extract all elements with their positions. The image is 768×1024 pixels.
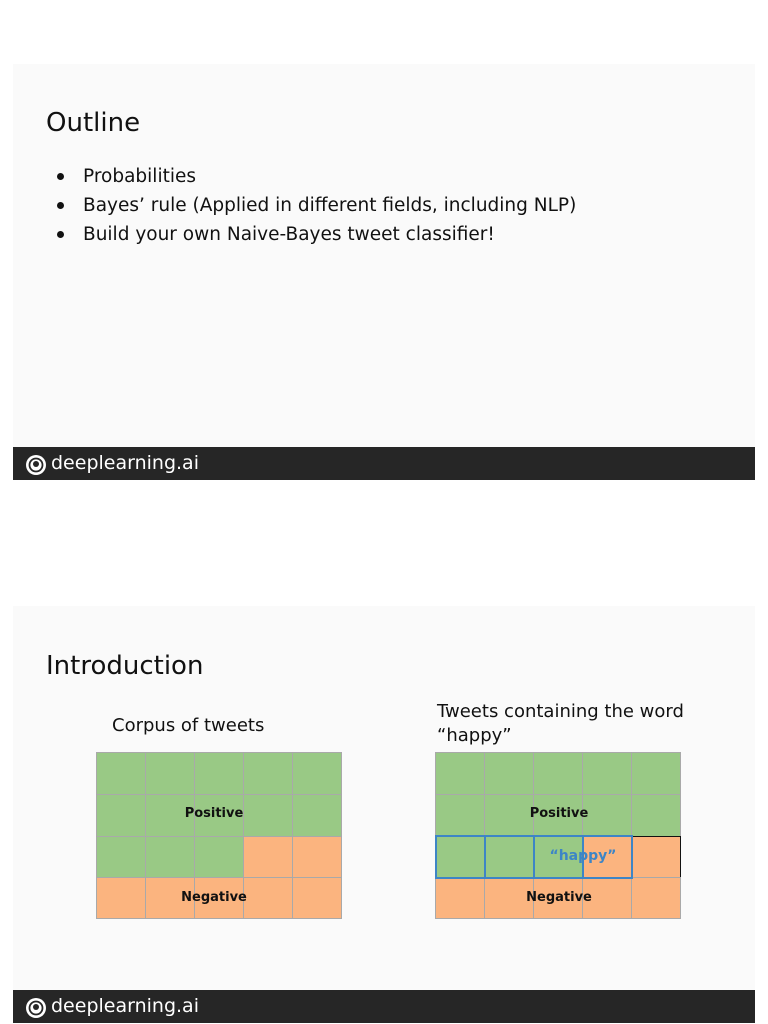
bullet-dot-icon xyxy=(57,231,64,238)
happy-caption-line2: “happy” xyxy=(437,725,512,746)
grid-cell-positive xyxy=(194,752,244,795)
grid-cell-negative xyxy=(631,877,681,919)
bullet-dot-icon xyxy=(57,173,64,180)
happy-highlight-cell xyxy=(435,835,486,879)
grid-cell-positive xyxy=(145,836,195,878)
introduction-slide xyxy=(13,606,755,991)
corpus-caption: Corpus of tweets xyxy=(112,715,265,736)
grid-cell-positive xyxy=(484,752,534,795)
grid-cell-positive xyxy=(292,752,342,795)
grid-cell-positive xyxy=(435,794,485,837)
negative-label: Negative xyxy=(526,890,592,905)
grid-cell-positive xyxy=(96,794,146,837)
happy-highlight-cell xyxy=(484,835,535,879)
brand-name: deeplearning.ai xyxy=(51,995,199,1017)
grid-cell-positive xyxy=(631,794,681,837)
grid-cell-positive xyxy=(194,836,244,878)
grid-cell-positive xyxy=(96,836,146,878)
positive-label: Positive xyxy=(529,806,589,821)
list-item-text: Bayes’ rule (Applied in different fields, including NLP) xyxy=(83,195,577,216)
grid-cell-negative xyxy=(435,877,485,919)
grid-cell-positive xyxy=(243,752,293,795)
grid-cell-negative xyxy=(243,836,293,878)
grid-cell-positive xyxy=(631,752,681,795)
grid-cell-positive xyxy=(145,752,195,795)
brand-name: deeplearning.ai xyxy=(51,452,199,474)
grid-cell-positive xyxy=(435,752,485,795)
outline-list xyxy=(55,162,576,249)
corpus-grid xyxy=(96,752,342,919)
grid-cell-positive xyxy=(582,752,632,795)
bullet-dot-icon xyxy=(57,202,64,209)
grid-cell-negative xyxy=(96,877,146,919)
deeplearning-logo-icon xyxy=(25,997,47,1023)
negative-label: Negative xyxy=(181,890,247,905)
grid-cell-negative xyxy=(292,836,342,878)
slide-footer xyxy=(13,447,755,480)
grid-cell-positive xyxy=(533,752,583,795)
positive-label: Positive xyxy=(184,806,244,821)
outline-slide xyxy=(13,64,755,448)
grid-cell-positive xyxy=(96,752,146,795)
slide-footer xyxy=(13,990,755,1023)
list-item xyxy=(55,220,576,249)
list-item-text: Build your own Naive-Bayes tweet classifier! xyxy=(83,224,495,245)
list-item-text: Probabilities xyxy=(83,166,197,187)
list-item xyxy=(55,162,576,191)
list-item xyxy=(55,191,576,220)
slide-title: Outline xyxy=(46,108,141,138)
happy-caption-line1: Tweets containing the word xyxy=(437,701,684,722)
grid-cell-negative xyxy=(292,877,342,919)
grid-cell-negative xyxy=(631,836,681,878)
happy-grid xyxy=(435,752,681,919)
slide-title: Introduction xyxy=(46,651,204,681)
happy-highlight-label: “happy” xyxy=(549,848,617,864)
grid-cell-positive xyxy=(292,794,342,837)
deeplearning-logo-icon xyxy=(25,454,47,480)
